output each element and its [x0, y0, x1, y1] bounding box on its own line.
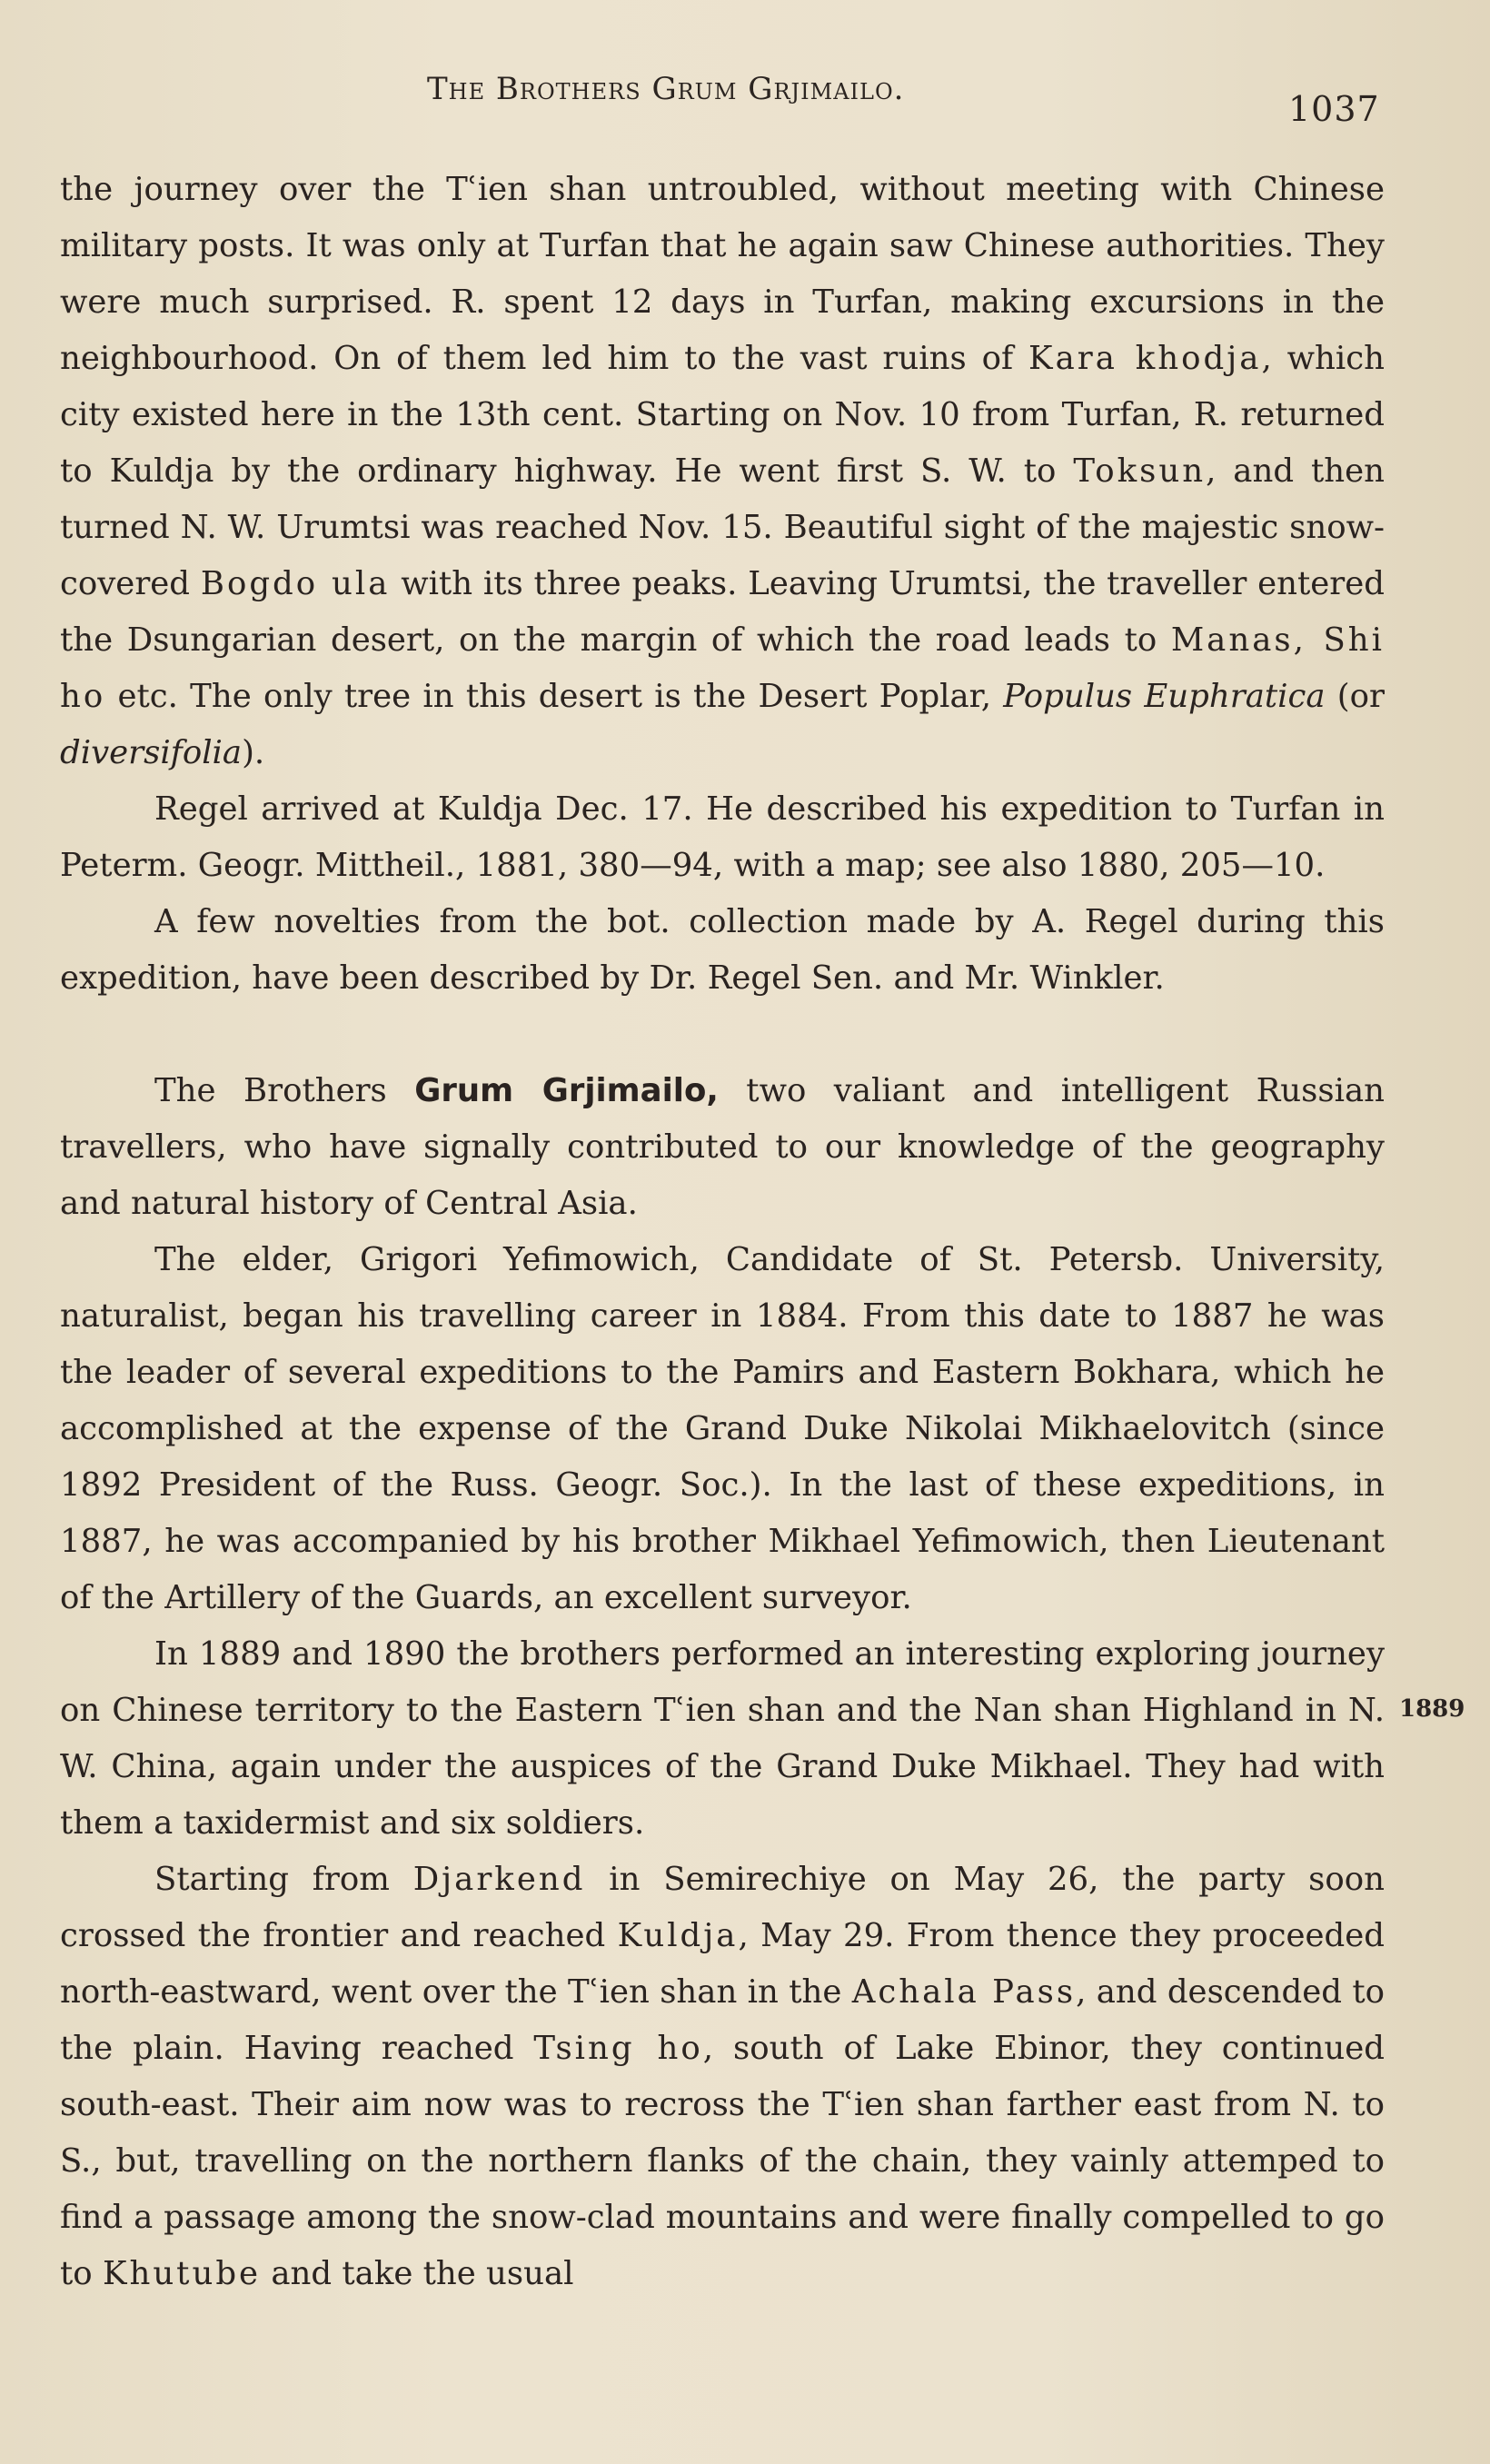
- text-run: ).: [242, 734, 265, 771]
- text-run: in Semirechiye on May 26, the party soon crossed the frontier and reached: [60, 1861, 1385, 1954]
- place-name: Khutube: [102, 2255, 262, 2292]
- paragraph-bot-collection: A few novelties from the bot. collection made by A. Regel during this expedition, have been described by Dr. Regel Sen. and Mr. Winkler.: [60, 903, 1385, 997]
- text-run: Starting from: [154, 1861, 413, 1898]
- place-name: Toksun: [1073, 452, 1207, 490]
- species-name: Populus Euphratica: [1003, 678, 1326, 715]
- text-run: , May 29. From thence they proceeded north-eastward, went over the Tʿien shan in the: [60, 1917, 1385, 2011]
- traveller-name: Grum Grjimailo,: [414, 1072, 719, 1109]
- text-run: , which city existed here in the 13th cent. Starting on Nov. 10 from Turfan, R. returned to Kuldja by the ordinary highway. He went first S. W. to: [60, 340, 1385, 490]
- species-name: diversifolia: [60, 734, 243, 771]
- paragraph-1889-journey: In 1889 and 1890 the brothers performed an interesting exploring journey on Chinese territory to the Eastern Tʿien shan and the Nan shan Highland in N. W. China, again under the auspices of the Grand Duke Mikhael. They had with them a taxidermist and six soldiers.: [60, 1635, 1385, 1842]
- paragraph-route: [60, 1852, 1385, 2302]
- place-name: Tsing ho: [533, 2030, 703, 2067]
- place-name: Kara khodja: [1028, 340, 1262, 377]
- page-number: 1037: [1288, 89, 1380, 129]
- place-name: Kuldja: [617, 1917, 739, 1954]
- place-name: Djarkend: [412, 1861, 586, 1898]
- margin-year-note: 1889: [1399, 1695, 1465, 1723]
- paragraph-regel-journey: [60, 162, 1385, 781]
- page-header: [0, 71, 1490, 134]
- text-run: etc. The only tree in this desert is the Desert Poplar,: [105, 678, 1004, 715]
- text-run: The Brothers: [154, 1072, 415, 1109]
- place-name: Bogdo ula: [200, 565, 391, 602]
- place-name: Manas, Shi ho: [60, 621, 1386, 715]
- paragraph-elder-brother: The elder, Grigori Yefimowich, Candidate of St. Petersb. University, naturalist, began his travelling career in 1884. From this date to 1887 he was the leader of several expeditions to the Pamirs and Eastern Bokhara, which he accomplished at the expense of the Grand Duke Nikolai Mikhaelovitch (since 1892 President of the Russ. Geogr. Soc.). In the last of these expeditions, in 1887, he was accompanied by his brother Mikhael Yefimowich, then Lieutenant of the Artillery of the Guards, an excellent surveyor.: [60, 1241, 1385, 1616]
- body-text: [60, 162, 1385, 2302]
- text-run: the journey over the Tʿien shan untroubled, without meeting with Chinese military posts. It was only at Turfan that he again saw Chinese authorities. They were much surprised. R. spent 12 days in Turfan, making excursions in the neighbourhood. On of them led him to the vast ruins of: [60, 171, 1385, 377]
- text-run: and take the usual: [261, 2255, 574, 2292]
- text-run: two valiant and intelligent Russian travellers, who have signally contributed to our knowledge of the geography and natural history of Central Asia.: [60, 1072, 1385, 1222]
- section-gap: [60, 1007, 1385, 1063]
- running-title: The Brothers Grum Grjimailo.: [427, 71, 905, 107]
- text-run: , south of Lake Ebinor, they continued south-east. Their aim now was to recross the Tʿien shan farther east from N. to S., but, travelling on the northern flanks of the chain, they vainly attemped to find a passage among the snow-clad mountains and were finally compelled to go to: [60, 2030, 1386, 2292]
- text-run: (or: [1325, 678, 1386, 715]
- paragraph-regel-arrival: Regel arrived at Kuldja Dec. 17. He described his expedition to Turfan in Peterm. Geogr. Mittheil., 1881, 380—94, with a map; see also 1880, 205—10.: [60, 790, 1385, 884]
- place-name: Achala Pass: [851, 1973, 1077, 2011]
- text-run: , and descended to the plain. Having reached: [60, 1973, 1385, 2067]
- text-run: with its three peaks. Leaving Urumtsi, the traveller entered the Dsungarian desert, on the margin of which the road leads to: [60, 565, 1385, 659]
- paragraph-brothers-intro: [60, 1063, 1385, 1232]
- text-run: , and then turned N. W. Urumtsi was reached Nov. 15. Beautiful sight of the majestic snow-covered: [60, 452, 1385, 602]
